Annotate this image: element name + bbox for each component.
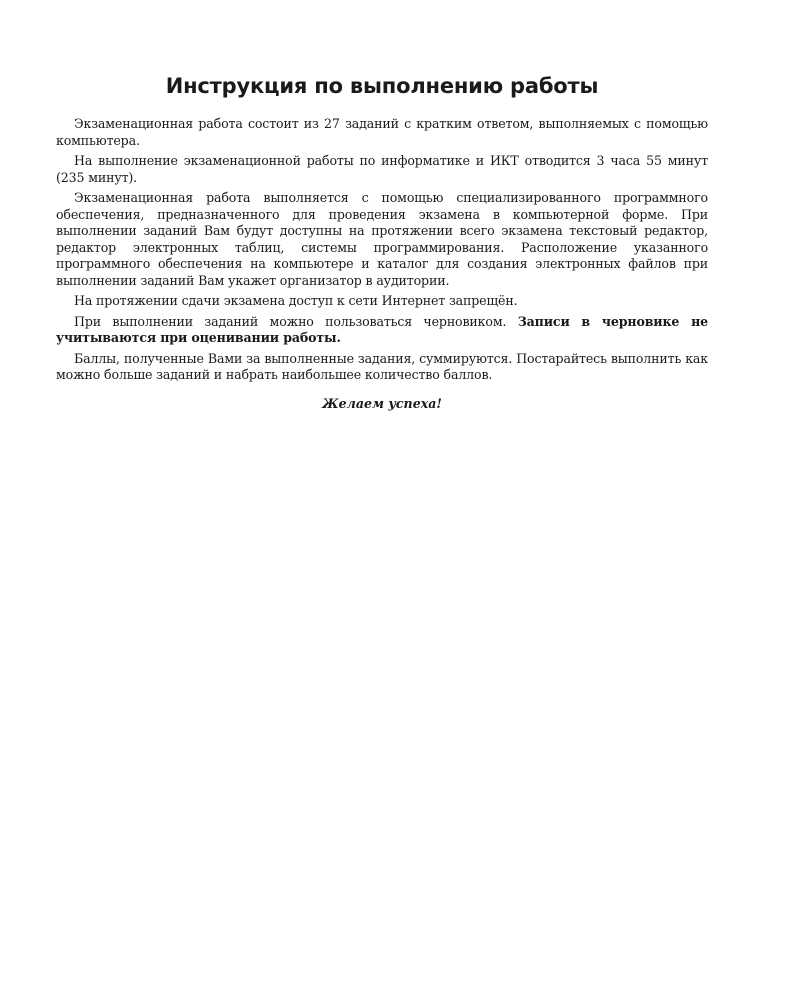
paragraph-internet <box>56 293 708 310</box>
closing-wish: Желаем успеха! <box>322 395 442 411</box>
paragraph-duration <box>56 153 708 186</box>
page-title: Инструкция по выполнению работы <box>165 74 599 98</box>
paragraph-draft <box>56 314 708 347</box>
paragraph-text: Экзаменационная работа выполняется с помощью специализированного программного обеспечения, предназначенного для проведения экзамена в компьютерной форме. При выполнении заданий Вам будут доступны на протяжении всего экзамена текстовый редактор, редактор электронных таблиц, системы программирования. Расположение указанного программного обеспечения на компьютере и каталог для создания электронных файлов при выполнении заданий Вам укажет организатор в аудитории. <box>56 190 708 288</box>
paragraph-text: Экзаменационная работа состоит из 27 заданий с кратким ответом, выполняемых с помощью компьютера. <box>56 116 708 148</box>
paragraph-text: При выполнении заданий можно пользоваться черновиком. <box>74 313 518 329</box>
paragraph-task-count <box>56 116 708 149</box>
paragraph-software <box>56 190 708 289</box>
paragraph-scoring <box>56 351 708 384</box>
paragraph-bold-note: Записи в черновике не учитываются при оценивании работы. <box>56 313 708 345</box>
paragraph-text: Баллы, полученные Вами за выполненные задания, суммируются. Постарайтесь выполнить как можно больше заданий и набрать наибольшее количество баллов. <box>56 350 708 382</box>
instructions-page <box>56 74 708 411</box>
paragraph-text: На выполнение экзаменационной работы по информатике и ИКТ отводится 3 часа 55 минут (235 минут). <box>56 153 708 185</box>
paragraph-text: На протяжении сдачи экзамена доступ к сети Интернет запрещён. <box>74 293 518 308</box>
